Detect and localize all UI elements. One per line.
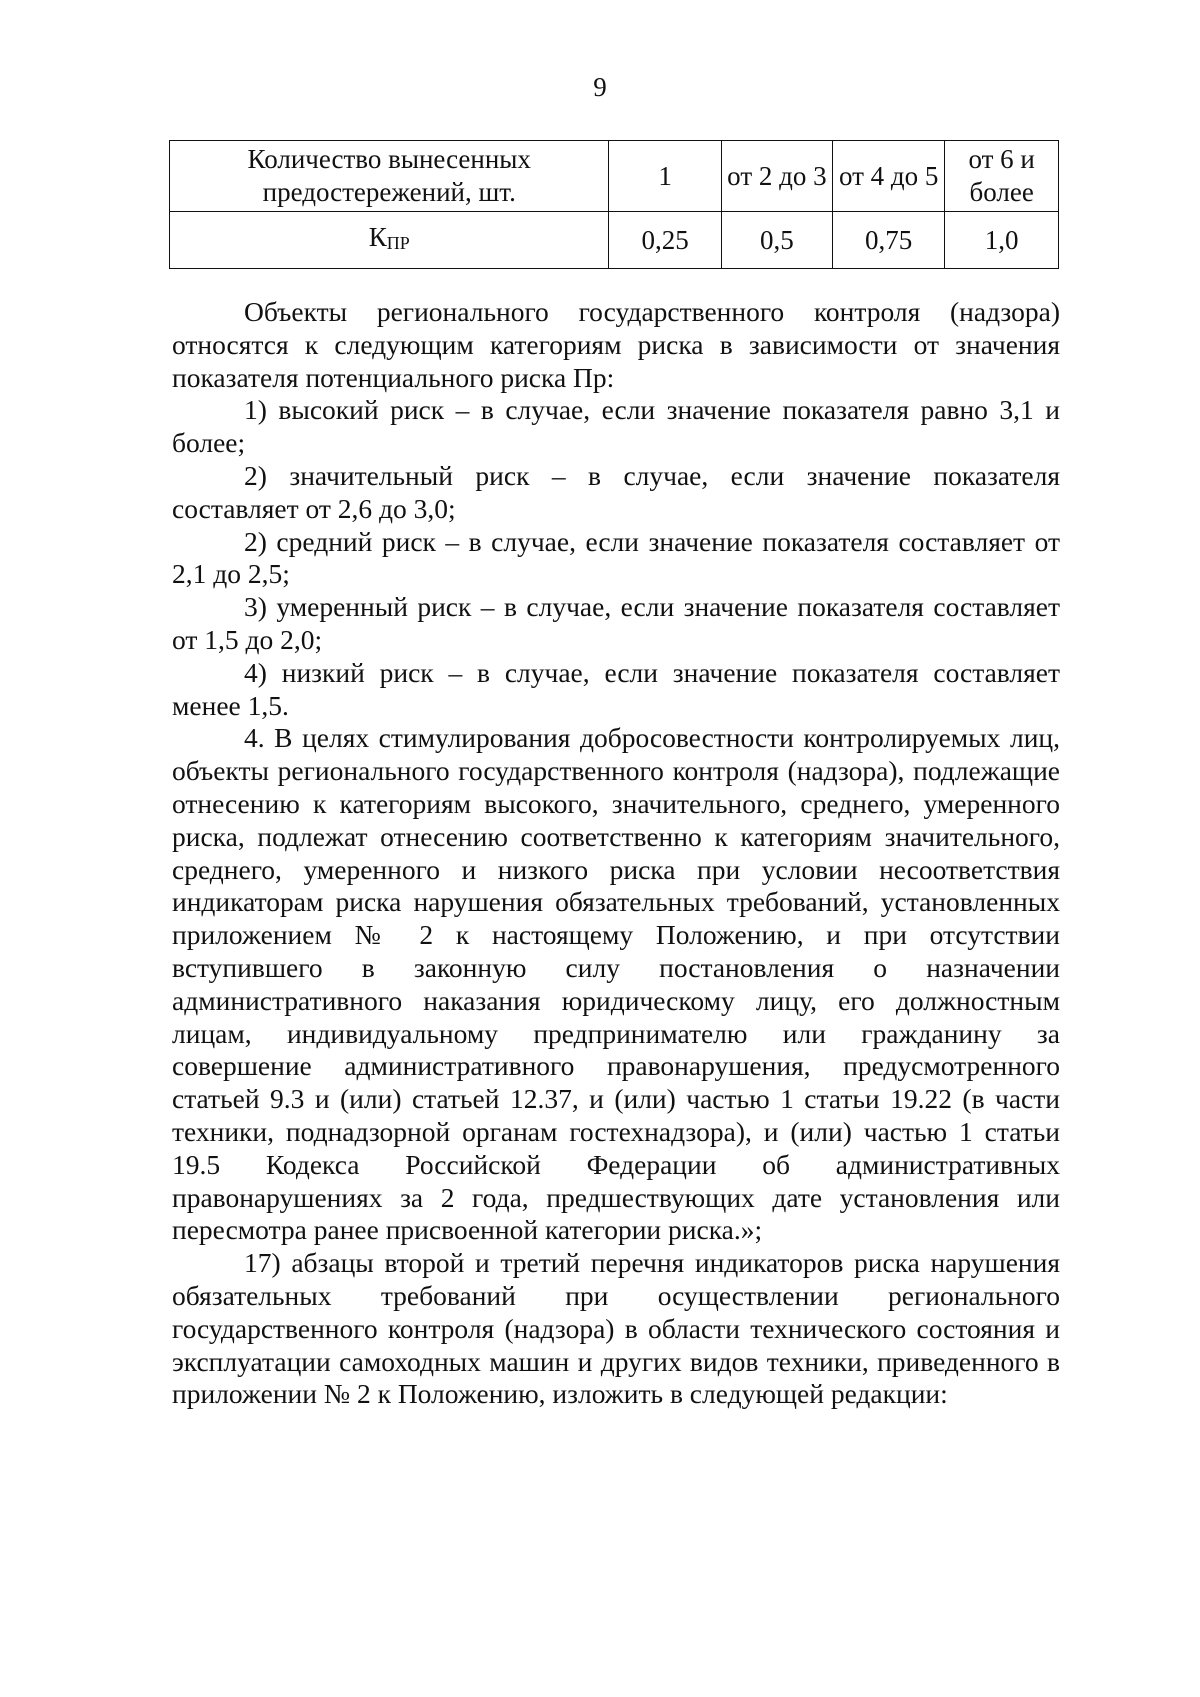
document-body — [172, 296, 1060, 1411]
table-row — [170, 212, 1059, 269]
table-cell: 0,25 — [609, 212, 721, 269]
paragraph-clause-4: 4. В целях стимулирования добросовестности контролируемых лиц, объекты регионального государственного контроля (надзора), подлежащие отнесению к категориям высокого, значительного, среднего, умеренного риска, подлежат отнесению соответственно к категориям значительного, среднего, умеренного и низкого риска при условии несоответствия индикаторам риска нарушения обязательных требований, установленных приложением № 2 к настоящему Положению, и при отсутствии вступившего в законную силу постановления о назначении административного наказания юридическому лицу, его должностным лицам, индивидуальному предпринимателю или гражданину за совершение административного правонарушения, предусмотренного статьей 9.3 и (или) статьей 12.37, и (или) частью 1 статьи 19.22 (в части техники, поднадзорной органам гостехнадзора), и (или) частью 1 статьи 19.5 Кодекса Российской Федерации об административных правонарушениях за 2 года, предшествующих дате установления или пересмотра ранее присвоенной категории риска.»; — [172, 722, 1060, 1246]
table-cell: 1,0 — [945, 212, 1059, 269]
table-cell: 1 — [609, 141, 721, 212]
page-number: 9 — [593, 72, 607, 102]
coefficient-symbol: К — [368, 221, 387, 252]
list-item: 3) умеренный риск – в случае, если значение показателя составляет от 1,5 до 2,0; — [172, 591, 1060, 655]
list-item: 4) низкий риск – в случае, если значение показателя составляет менее 1,5. — [172, 656, 1060, 721]
table-cell: от 2 до 3 — [721, 141, 832, 212]
table-cell-label: Количество вынесенных предостережений, шт. — [170, 141, 609, 212]
coefficient-subscript: ПР — [386, 232, 410, 253]
coefficient-table — [169, 140, 1059, 269]
table-cell: от 6 и более — [945, 141, 1059, 212]
table-cell: от 4 до 5 — [833, 141, 945, 212]
table-row — [170, 141, 1059, 212]
paragraph-clause-17: 17) абзацы второй и третий перечня индикаторов риска нарушения обязательных требований при осуществлении регионального государственного контроля (надзора) в области технического состояния и эксплуатации самоходных машин и других видов техники, приведенного в приложении № 2 к Положению, изложить в следующей редакции: — [172, 1247, 1060, 1410]
list-item: 2) значительный риск – в случае, если значение показателя составляет от 2,6 до 3,0; — [172, 459, 1060, 524]
table-cell: 0,5 — [721, 212, 832, 269]
list-item: 2) средний риск – в случае, если значение показателя составляет от 2,1 до 2,5; — [172, 525, 1060, 590]
paragraph-intro: Объекты регионального государственного контроля (надзора) относятся к следующим категориям риска в зависимости от значения показателя потенциального риска Пр: — [172, 296, 1060, 393]
list-item: 1) высокий риск – в случае, если значение показателя равно 3,1 и более; — [172, 394, 1060, 459]
table-cell-label — [170, 212, 609, 269]
table-cell: 0,75 — [833, 212, 945, 269]
